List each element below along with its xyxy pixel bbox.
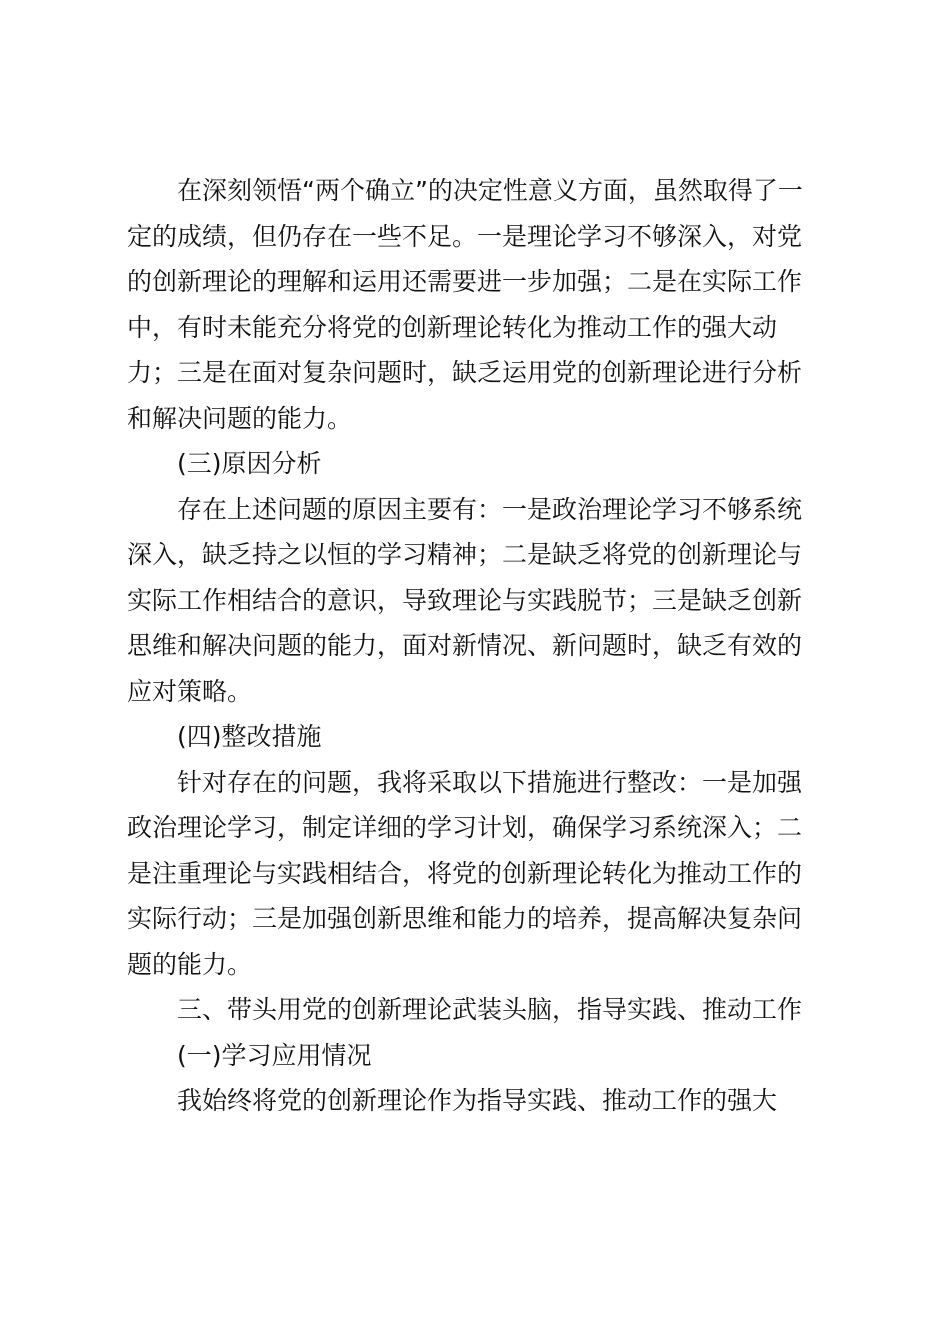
heading-cause-analysis	[127, 441, 817, 487]
heading-rectification	[127, 714, 817, 760]
paragraph-application	[127, 1078, 817, 1124]
text-line: 是注重理论与实践相结合，将党的创新理论转化为推动工作的	[127, 858, 803, 888]
section-heading: (一)学习应用情况	[177, 1040, 372, 1070]
document-body	[127, 168, 817, 1124]
text-line: 政治理论学习，制定详细的学习计划，确保学习系统深入；二	[127, 813, 803, 842]
text-line: 题的能力。	[127, 949, 253, 979]
text-line: 实际行动；三是加强创新思维和能力的培养，提高解决复杂问	[127, 904, 803, 933]
text-line: 中，有时未能充分将党的创新理论转化为推动工作的强大动	[127, 312, 778, 342]
paragraph-deficiencies	[127, 168, 817, 441]
text-line: 定的成绩，但仍存在一些不足。一是理论学习不够深入，对党	[127, 221, 803, 251]
text-line: 针对存在的问题，我将采取以下措施进行整改：一是加强	[177, 767, 803, 797]
text-line: 实际工作相结合的意识，导致理论与实践脱节；三是缺乏创新	[127, 585, 803, 615]
text-line: 存在上述问题的原因主要有：一是政治理论学习不够系统	[177, 494, 803, 524]
section-heading: (三)原因分析	[177, 449, 322, 478]
paragraph-measures	[127, 760, 817, 988]
text-line: 我始终将党的创新理论作为指导实践、推动工作的强大	[177, 1086, 778, 1115]
text-line: 思维和解决问题的能力，面对新情况、新问题时，缺乏有效的	[127, 631, 803, 660]
text-line: 力；三是在面对复杂问题时，缺乏运用党的创新理论进行分析	[127, 358, 803, 387]
heading-section-three	[127, 987, 817, 1033]
section-title: 三、带头用党的创新理论武装头脑，指导实践、推动工作	[177, 995, 803, 1024]
paragraph-causes	[127, 487, 817, 715]
text-line: 在深刻领悟“两个确立”的决定性意义方面，虽然取得了一	[177, 176, 803, 205]
text-line: 的创新理论的理解和运用还需要进一步加强；二是在实际工作	[127, 267, 803, 296]
heading-study-application	[127, 1033, 817, 1079]
section-heading: (四)整改措施	[177, 722, 322, 751]
text-line: 深入，缺乏持之以恒的学习精神；二是缺乏将党的创新理论与	[127, 540, 803, 569]
text-line: 和解决问题的能力。	[127, 403, 353, 433]
text-line: 应对策略。	[127, 676, 253, 706]
